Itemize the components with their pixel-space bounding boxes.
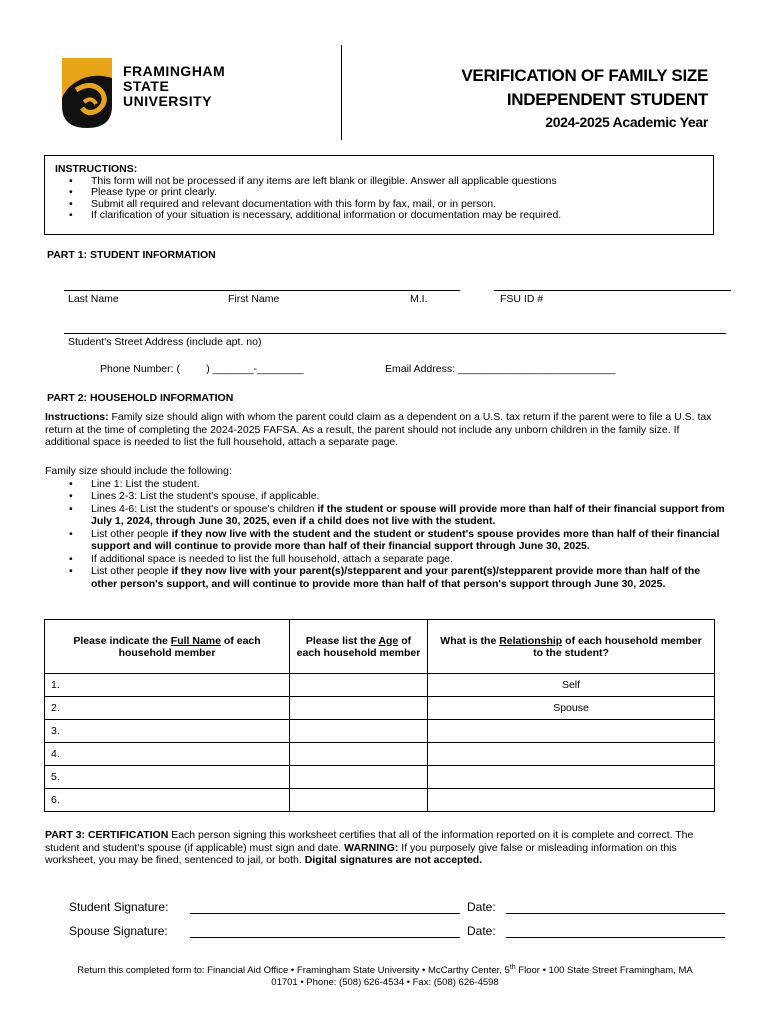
footer: [40, 962, 730, 989]
relationship-cell[interactable]: Self: [428, 674, 715, 697]
list-item-bold: if the student or spouse will provide more than half of their financial support from July 1, 2024, through June 30, 2025, even if a child does not live with the student.: [91, 502, 725, 527]
footer-line-1: Return this completed form to: Financial Aid Office • Framingham State University • McCarthy Center, 5th Floor • 100 State Street Framingham, MA: [77, 964, 693, 977]
part3-warning-text: If you purposely give false or misleading information on this worksheet, you may be fined, sentenced to jail, or both.: [45, 841, 677, 866]
table-row: [45, 766, 715, 789]
family-size-items: [45, 478, 725, 591]
instructions-heading: INSTRUCTIONS:: [55, 163, 138, 175]
table-row: [45, 720, 715, 743]
list-item: [91, 528, 725, 553]
family-size-intro: Family size should include the following:: [45, 465, 232, 477]
relationship-cell[interactable]: [428, 789, 715, 812]
instruction-item: • If clarification of your situation is necessary, additional information or documentation may be required.: [91, 210, 705, 222]
list-item: [91, 503, 725, 528]
university-logo-icon: [62, 58, 112, 128]
age-cell[interactable]: [290, 720, 428, 743]
name-cell[interactable]: 4.: [45, 743, 290, 766]
part3-text: Each person signing this worksheet certifies that all of the information reported on it is complete and correct. The student and student's spouse (if applicable) must sign and date.: [45, 829, 694, 854]
list-item-bold: if they now live with the student and the student or student's spouse provides more than half of their financial support and will continue to provide more than half of their financial support through June 30, 2025.: [91, 527, 720, 552]
academic-year: 2024-2025 Academic Year: [545, 114, 708, 130]
age-cell[interactable]: [290, 789, 428, 812]
relationship-cell[interactable]: Spouse: [428, 697, 715, 720]
first-name-label: First Name: [228, 293, 280, 305]
student-signature-label: Student Signature:: [69, 900, 169, 914]
digital-signature-note: Digital signatures are not accepted.: [304, 854, 483, 866]
part2-instr-text: Family size should align with whom the parent could claim as a dependent on a U.S. tax return if the parent were to file a U.S. tax return at the time of completing the 2024-2025 FAFSA. As a result, the parent should not include any unborn children in the family size. If additional space is needed to list the full household, attach a separate page.: [45, 411, 712, 448]
student-date-label: Date:: [467, 900, 496, 914]
phone-field[interactable]: Phone Number: ( ) _______-________: [100, 363, 304, 375]
part2-instr-label: Instructions:: [45, 411, 109, 423]
header-divider: [341, 45, 342, 140]
col-age-header: Please list the Age of each household member: [290, 620, 428, 674]
spouse-signature-label: Spouse Signature:: [69, 924, 168, 938]
email-field[interactable]: Email Address: ___________________________: [385, 363, 616, 375]
table-row: [45, 697, 715, 720]
instruction-item: • Submit all required and relevant documentation with this form by fax, mail, or in person.: [91, 199, 705, 211]
instruction-item: • Please type or print clearly.: [91, 187, 705, 199]
list-item-text: List other people: [91, 565, 172, 577]
university-line-3: UNIVERSITY: [123, 93, 213, 109]
list-item: • Lines 2-3: List the student's spouse, if applicable.: [91, 490, 725, 503]
household-table: [44, 619, 715, 812]
relationship-cell[interactable]: [428, 720, 715, 743]
address-line[interactable]: [64, 333, 726, 334]
mi-label: M.I.: [410, 293, 428, 305]
instructions-box: [44, 155, 714, 235]
list-item-text: List other people: [91, 527, 172, 540]
list-item-text: Lines 4-6: List the student's or spouse's children: [91, 502, 318, 515]
part2-instructions: [45, 411, 725, 449]
spouse-date-line[interactable]: [506, 937, 725, 938]
col-relationship-header: What is the Relationship of each household member to the student?: [428, 620, 715, 674]
spouse-date-label: Date:: [467, 924, 496, 938]
name-cell[interactable]: 1.: [45, 674, 290, 697]
instruction-item: • This form will not be processed if any items are left blank or illegible. Answer all applicable questions: [91, 176, 705, 188]
university-line-2: STATE: [123, 78, 170, 94]
fsu-id-line[interactable]: [494, 290, 731, 291]
warning-label: WARNING:: [344, 841, 399, 854]
list-item: • Line 1: List the student.: [91, 478, 725, 491]
student-signature-line[interactable]: [190, 913, 460, 914]
name-cell[interactable]: 6.: [45, 789, 290, 812]
footer-line-2: 01701 • Phone: (508) 626-4534 • Fax: (508) 626-4598: [271, 977, 499, 989]
part3-heading: PART 3: CERTIFICATION: [45, 829, 169, 841]
fsu-id-label: FSU ID #: [500, 293, 544, 305]
form-title: VERIFICATION OF FAMILY SIZE: [461, 66, 708, 85]
spouse-signature-line[interactable]: [190, 937, 460, 938]
university-line-1: FRAMINGHAM: [123, 63, 226, 79]
name-cell[interactable]: 5.: [45, 766, 290, 789]
last-name-label: Last Name: [68, 293, 119, 305]
instructions-list: [55, 176, 705, 222]
name-cell[interactable]: 3.: [45, 720, 290, 743]
relationship-cell[interactable]: [428, 743, 715, 766]
name-line[interactable]: [64, 290, 460, 291]
family-size-list: [45, 465, 725, 590]
part2-heading: PART 2: HOUSEHOLD INFORMATION: [47, 392, 234, 404]
table-row: [45, 789, 715, 812]
table-header-row: [45, 620, 715, 674]
part3-certification: [45, 829, 725, 867]
part1-heading: PART 1: STUDENT INFORMATION: [47, 249, 216, 261]
age-cell[interactable]: [290, 743, 428, 766]
list-item: [91, 565, 725, 590]
col-full-name-header: Please indicate the Full Name of each household member: [45, 620, 290, 674]
table-row: [45, 674, 715, 697]
table-row: [45, 743, 715, 766]
list-item-bold: if they now live with your parent(s)/stepparent and your parent(s)/stepparent provide more than half of the other person's support, and will continue to provide more than half of that person's support through June 30, 2025.: [91, 565, 701, 590]
name-cell[interactable]: 2.: [45, 697, 290, 720]
university-name: [123, 64, 225, 109]
student-date-line[interactable]: [506, 913, 725, 914]
age-cell[interactable]: [290, 674, 428, 697]
list-item: • If additional space is needed to list the full household, attach a separate page.: [91, 553, 725, 566]
address-label: Student's Street Address (include apt. no): [68, 336, 262, 348]
age-cell[interactable]: [290, 697, 428, 720]
relationship-cell[interactable]: [428, 766, 715, 789]
form-subtitle: INDEPENDENT STUDENT: [506, 90, 708, 109]
age-cell[interactable]: [290, 766, 428, 789]
